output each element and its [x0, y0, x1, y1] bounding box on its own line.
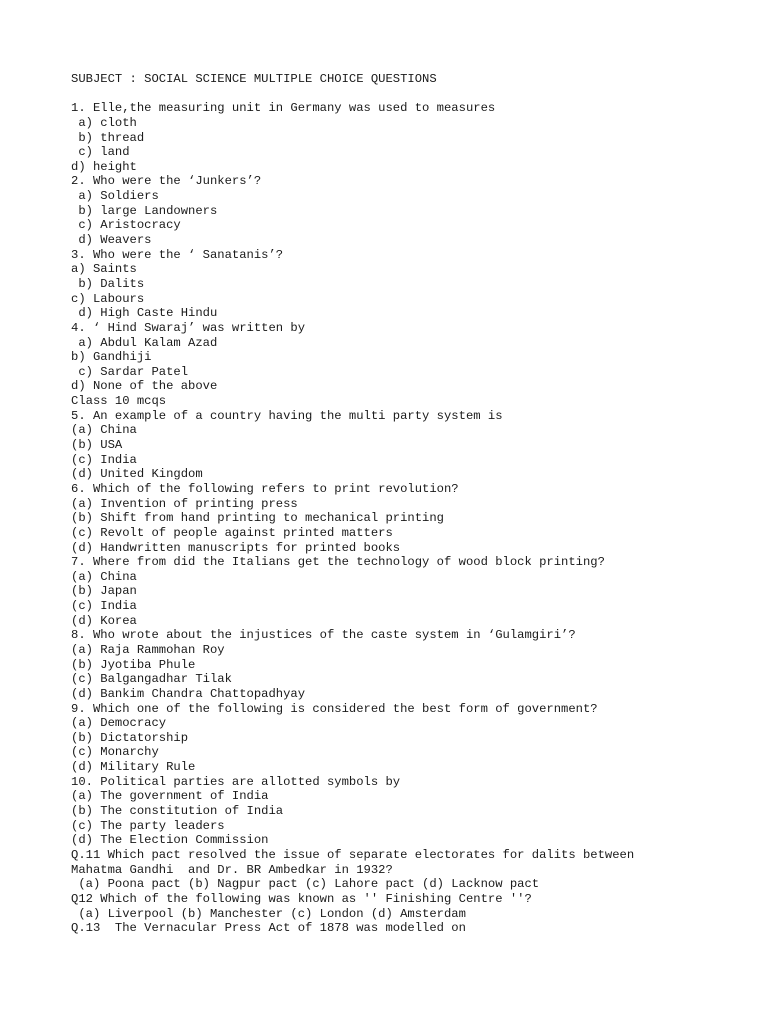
document-line: c) Labours — [71, 291, 145, 306]
document-line: (b) Dictatorship — [71, 730, 189, 745]
document-line: 4. ‘ Hind Swaraj’ was written by — [71, 320, 306, 335]
document-line: 5. An example of a country having the multi party system is — [71, 408, 503, 423]
document-line: (a) Democracy — [71, 716, 167, 731]
document-line: c) Aristocracy — [71, 218, 181, 233]
document-line: c) land — [71, 145, 130, 160]
document-line: d) height — [71, 159, 137, 174]
document-line: 1. Elle,the measuring unit in Germany was used to measures — [71, 101, 496, 116]
document-line: Q.13 The Vernacular Press Act of 1878 was modelled on — [71, 921, 466, 936]
document-line: a) Soldiers — [71, 189, 159, 204]
document-body — [71, 72, 761, 936]
document-line: (d) The Election Commission — [71, 833, 269, 848]
document-line: (a) China — [71, 423, 137, 438]
document-line: (c) India — [71, 599, 137, 614]
document-line: (a) China — [71, 569, 137, 584]
document-line: (a) Liverpool (b) Manchester (c) London (d) Amsterdam — [71, 906, 466, 921]
document-line: Mahatma Gandhi and Dr. BR Ambedkar in 1932? — [71, 862, 393, 877]
document-line — [71, 87, 761, 102]
document-line: d) Weavers — [71, 233, 152, 248]
document-heading: SUBJECT : SOCIAL SCIENCE MULTIPLE CHOICE QUESTIONS — [71, 72, 437, 86]
document-line: 8. Who wrote about the injustices of the caste system in ‘Gulamgiri’? — [71, 628, 576, 643]
document-line: Class 10 mcqs — [71, 394, 167, 409]
document-line: b) thread — [71, 130, 145, 145]
document-line: 10. Political parties are allotted symbols by — [71, 774, 401, 789]
document-line: a) Saints — [71, 262, 137, 277]
document-line: a) Abdul Kalam Azad — [71, 335, 218, 350]
document-line: (c) Revolt of people against printed matters — [71, 525, 393, 540]
document-line: (d) Handwritten manuscripts for printed books — [71, 540, 401, 555]
document-line: a) cloth — [71, 115, 137, 130]
document-line: 2. Who were the ‘Junkers’? — [71, 174, 262, 189]
document-line: (d) Korea — [71, 613, 137, 628]
document-line: (c) Monarchy — [71, 745, 159, 760]
document-line: 9. Which one of the following is considered the best form of government? — [71, 701, 598, 716]
document-line: 3. Who were the ‘ Sanatanis’? — [71, 247, 284, 262]
document-line: (c) The party leaders — [71, 818, 225, 833]
document-line: (d) United Kingdom — [71, 467, 203, 482]
document-line: (b) Japan — [71, 584, 137, 599]
document-line: d) High Caste Hindu — [71, 306, 218, 321]
document-line: (c) India — [71, 452, 137, 467]
document-line: c) Sardar Patel — [71, 364, 189, 379]
document-line: 6. Which of the following refers to print revolution? — [71, 481, 459, 496]
document-line: (a) The government of India — [71, 789, 269, 804]
document-line: b) large Landowners — [71, 203, 218, 218]
document-line: (b) The constitution of India — [71, 804, 284, 819]
document-line: (a) Poona pact (b) Nagpur pact (c) Lahore pact (d) Lacknow pact — [71, 877, 540, 892]
document-line: b) Gandhiji — [71, 350, 152, 365]
document-line: d) None of the above — [71, 379, 218, 394]
document-line: (d) Military Rule — [71, 760, 196, 775]
document-line: (b) Shift from hand printing to mechanical printing — [71, 511, 444, 526]
document-line: Q.11 Which pact resolved the issue of separate electorates for dalits between — [71, 847, 635, 862]
document-line: (a) Invention of printing press — [71, 496, 298, 511]
document-line: (c) Balgangadhar Tilak — [71, 672, 232, 687]
document-line: (a) Raja Rammohan Roy — [71, 642, 225, 657]
document-line: Q12 Which of the following was known as '' Finishing Centre ''? — [71, 891, 532, 906]
document-line: 7. Where from did the Italians get the technology of wood block printing? — [71, 555, 605, 570]
document-line: b) Dalits — [71, 276, 145, 291]
document-line: (d) Bankim Chandra Chattopadhyay — [71, 686, 306, 701]
document-line: (b) USA — [71, 438, 123, 453]
document-line: (b) Jyotiba Phule — [71, 657, 196, 672]
